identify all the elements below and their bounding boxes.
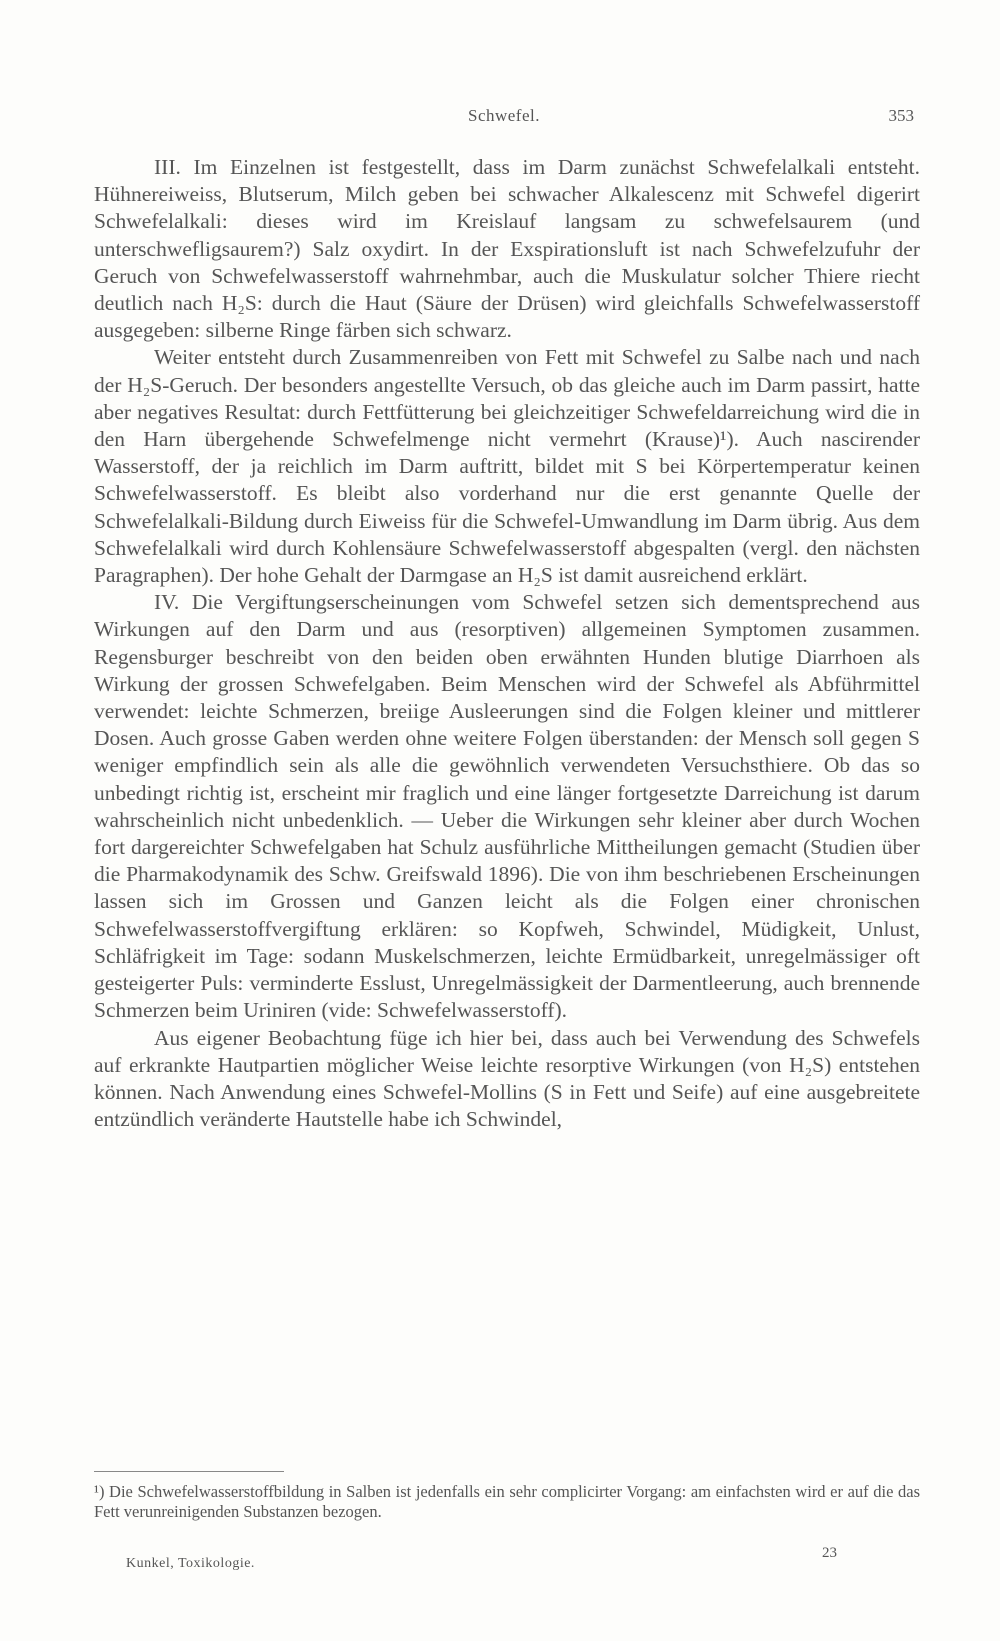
paragraph-iv: IV. Die Vergiftungserscheinungen vom Schwefel setzen sich dementsprechend aus Wirkungen auf den Darm und aus (resorptiven) allgemeinen Symptomen zusammen. Regensburger beschreibt von den beiden oben erwähnten Hunden blutige Diarrhoen als Wirkung der grossen Schwefelgaben. Beim Menschen wird der Schwefel als Abführmittel verwendet: leichte Schmerzen, breiige Ausleerungen sind die Folgen kleiner und mittlerer Dosen. Auch grosse Gaben werden ohne weitere Folgen überstanden: der Mensch soll gegen S weniger empfindlich sein als alle die gewöhnlich verwendeten Versuchsthiere. Ob das so unbedingt richtig ist, erscheint mir fraglich und eine länger fortgesetzte Darreichung ist darum wahrscheinlich nicht unbedenklich. — Ueber die Wirkungen sehr kleiner aber durch Wochen fort dargereichter Schwefelgaben hat Schulz ausführliche Mittheilungen gemacht (Studien über die Pharmakodynamik des Schw. Greifswald 1896). Die von ihm beschriebenen Erscheinungen lassen sich im Grossen und Ganzen leicht als die Folgen einer chronischen Schwefelwasserstoffvergiftung erklären: so Kopfweh, Schwindel, Müdigkeit, Unlust, Schläfrigkeit im Tage: sodann Muskelschmerzen, leichte Ermüdbarkeit, unregelmässiger oft gesteigerter Puls: verminderte Esslust, Unregelmässigkeit der Darmentleerung, auch brennende Schmerzen beim Uriniren (vide: Schwefelwasserstoff).: [94, 590, 920, 1023]
paragraph-beobachtung: Aus eigener Beobachtung füge ich hier bei, dass auch bei Verwendung des Schwefels auf erkrankte Hautpartien möglicher Weise leichte resorptive Wirkungen (von H₂S) entstehen können. Nach Anwendung eines Schwefel-Mollins (S in Fett und Seife) auf eine ausgebreitete entzündlich veränderte Hautstelle habe ich Schwindel,: [94, 1025, 920, 1132]
running-header: [94, 106, 914, 130]
footnote: ¹) Die Schwefelwasserstoffbildung in Salben ist jedenfalls ein sehr complicirter Vorgang: am einfachsten wird er auf die das Fett verunreinigenden Substanzen bezogen.: [94, 1482, 920, 1521]
signature-line: Kunkel, Toxikologie.: [126, 1556, 255, 1571]
running-title: Schwefel.: [467, 106, 540, 125]
page-number: 353: [888, 106, 914, 125]
sheet-number: 23: [822, 1545, 837, 1561]
footnote-rule: [94, 1471, 284, 1472]
paragraph-weiter: Weiter entsteht durch Zusammenreiben von Fett mit Schwefel zu Salbe nach und nach der H₂S-Geruch. Der besonders angestellte Versuch, ob das gleiche auch im Darm passirt, hatte aber negatives Resultat: durch Fettfütterung bei gleichzeitiger Schwefeldarreichung wird die in den Harn übergehende Schwefelmenge nicht vermehrt (Krause)¹). Auch nascirender Wasserstoff, der ja reichlich im Darm auftritt, bildet mit S bei Körpertemperatur keinen Schwefelwasserstoff. Es bleibt also vorderhand nur die erst genannte Quelle der Schwefelalkali-Bildung durch Eiweiss für die Schwefel-Umwandlung im Darm übrig. Aus dem Schwefelalkali wird durch Kohlensäure Schwefelwasserstoff abgespalten (vergl. den nächsten Paragraphen). Der hohe Gehalt der Darmgase an H₂S ist damit ausreichend erklärt.: [94, 345, 920, 588]
paragraph-iii: III. Im Einzelnen ist festgestellt, dass im Darm zunächst Schwefelalkali entsteht. Hühnereiweiss, Blutserum, Milch geben bei schwacher Alkalescenz mit Schwefel digerirt Schwefelalkali: dieses wird im Kreislauf langsam zu schwefelsaurem (und unterschwefligsaurem?) Salz oxydirt. In der Exspirationsluft ist nach Schwefelzufuhr der Geruch von Schwefelwasserstoff wahrnehmbar, auch die Muskulatur solcher Thiere riecht deutlich nach H₂S: durch die Haut (Säure der Drüsen) wird gleichfalls Schwefelwasserstoff ausgegeben: silberne Ringe färben sich schwarz.: [94, 155, 920, 343]
body-text: [94, 154, 920, 1133]
